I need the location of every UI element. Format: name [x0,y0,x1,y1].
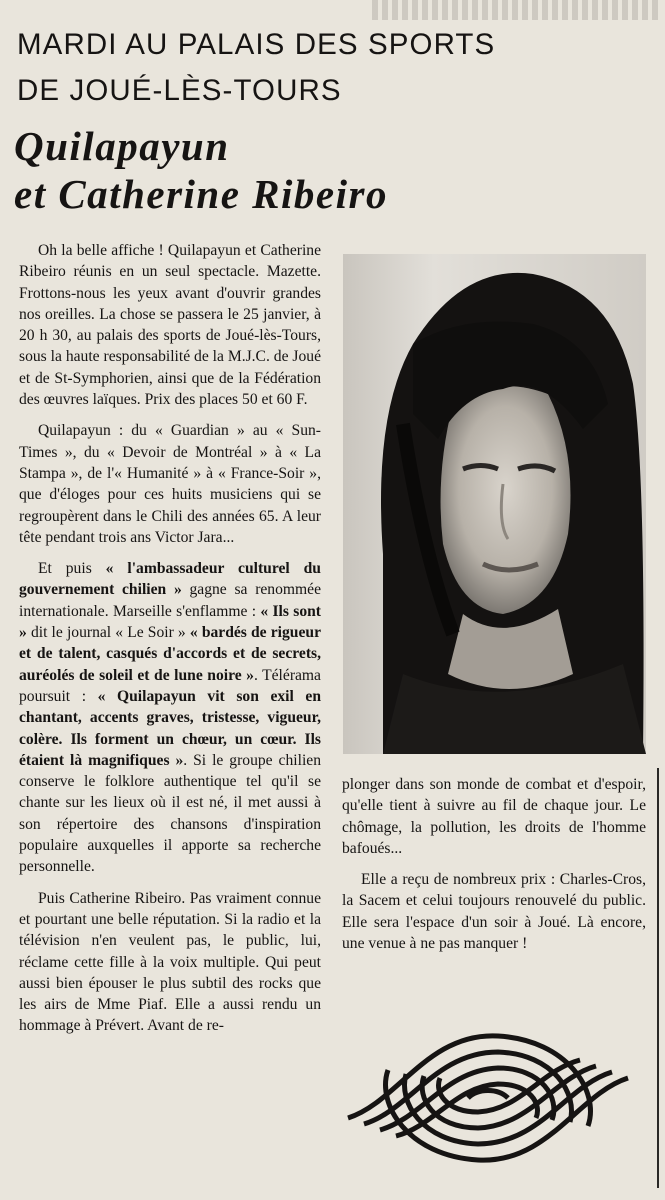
paragraph-press: Et puis « l'ambassadeur culturel du gouvernement chilien » gagne sa renommée internationale. Marseille s'enflamme : « Ils sont » dit le journal « Le Soir » « bardés de rigueur et de talent, casqués d'accords et de secrets, auréolés de soleil et de lune noire ». Télérama poursuit : « Quilapayun vit son exil en chantant, accents graves, tristesse, vigueur, colère. Ils forment un chœur, un cœur. Ils étaient là magnifiques ». Si le groupe chilien conserve le folklore authentique tel qu'il se chante sur les lieux où il est né, il met aussi à son répertoire des chansons d'inspiration populaire auxquelles il apporte sa recherche personnelle. [19,560,321,876]
portrait-photo [343,254,646,754]
paragraph-quilapayun: Quilapayun : du « Guardian » au « Sun-Times », du « Devoir de Montréal » à « La Stampa », de l'« Humanité » à « France-Soir », que d'éloges pour ces huits musiciens qui se regroupèrent dans le Chili des années 65. A leur tête pendant trois ans Victor Jara... [19,422,321,546]
paragraph-prizes: Elle a reçu de nombreux prix : Charles-Cros, la Sacem et celui toujours renouvelé du public. Elle sera l'espace d'un soir à Joué. Là encore, une venue à ne pas manquer ! [342,871,646,953]
headline-line-1: MARDI AU PALAIS DES SPORTS [17,28,496,61]
headline [17,22,647,114]
title-line-2: et Catherine Ribeiro [14,171,388,217]
right-column [342,774,646,964]
spiral-logo-graphic [338,1022,638,1174]
column-rule [657,768,659,1188]
headline-line-2: DE JOUÉ-LÈS-TOURS [17,74,342,107]
paragraph-ribeiro-continued: plonger dans son monde de combat et d'espoir, qu'elle tient à suivre au fil de chaque jour. Le chômage, la pollution, les droits de l'homme bafoués... [342,776,646,857]
article-title [14,122,644,218]
left-column [19,240,321,1047]
paragraph-intro: Oh la belle affiche ! Quilapayun et Catherine Ribeiro réunis en un seul spectacle. Mazette. Frottons-nous les yeux avant d'ouvrir grandes nos oreilles. La chose se passera le 25 janvier, à 20 h 30, au palais des sports de Joué-lès-Tours, sous la haute responsabilité de la M.J.C. de Joué et de St-Symphorien, ainsi que de la Fédération des œuvres laïques. Prix des places 50 et 60 F. [19,242,321,409]
adjacent-column-bleed [372,0,662,20]
title-line-1: Quilapayun [14,123,230,169]
paragraph-ribeiro: Puis Catherine Ribeiro. Pas vraiment connue et pourtant une belle réputation. Si la radio et la télévision n'en veulent pas, le public, lui, réclame cette fille à la voix multiple. Qui peut aussi bien épouser le plus subtil des rocks que les airs de Mme Piaf. Elle a aussi rendu un hommage à Prévert. Avant de re- [19,889,321,1035]
portrait-drawing [343,254,646,754]
spiral-logo-icon [338,1022,638,1174]
